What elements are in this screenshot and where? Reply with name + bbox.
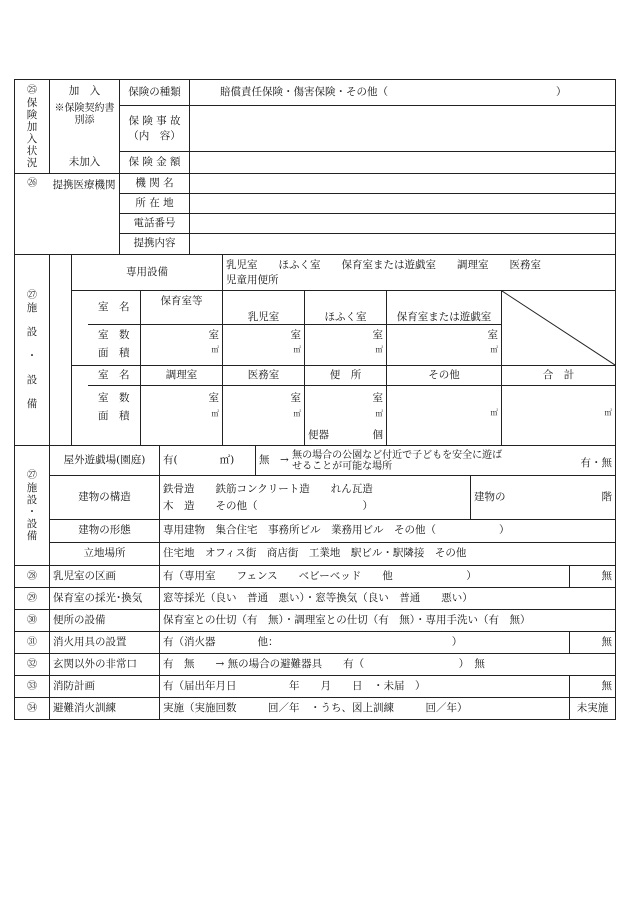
- rooms1-count-area-label: 室 数 面 積: [88, 325, 141, 366]
- row-30-value[interactable]: 保育室との仕切（有 無）・調理室との仕切（有 無）・専用手洗い（有 無）: [160, 610, 616, 632]
- dedicated-value[interactable]: 乳児室 ほふく室 保育室または遊戯室 調理室 医務室 児童用便所: [223, 255, 616, 291]
- row-34-end[interactable]: 未実施: [570, 698, 616, 720]
- row-31-end[interactable]: 無: [570, 632, 616, 654]
- rooms1-name-label: 室 名: [88, 291, 141, 325]
- room-nyujishitsu: 乳児室: [223, 291, 305, 325]
- medical-name-label: 機 関 名: [120, 174, 190, 194]
- rooms2-name-label: 室 名: [88, 366, 141, 386]
- medical-address-label: 所 在 地: [120, 194, 190, 214]
- row-29-value[interactable]: 窓等採光（良い 普通 悪い）・窓等換気（良い 普通 悪い）: [160, 588, 616, 610]
- location-label: 立地場所: [50, 543, 160, 566]
- rooms2-value-total[interactable]: ㎡: [502, 386, 616, 446]
- building-section: [14, 445, 616, 566]
- medical-section: [14, 173, 616, 255]
- structure-label: 建物の構造: [50, 476, 160, 520]
- rooms1-value-1[interactable]: 室 ㎡: [223, 325, 305, 366]
- checklist-section: [14, 565, 616, 720]
- insurance-not-enrolled: 未加入: [50, 152, 120, 174]
- row-34-value[interactable]: 実施（実施回数 回／年 ・うち、図上訓練 回／年）: [160, 698, 570, 720]
- row-34: ㉞ 避難消火訓練 実施（実施回数 回／年 ・うち、図上訓練 回／年） 未実施: [15, 698, 616, 720]
- row-33-label: 消防計画: [50, 676, 160, 698]
- insurance-title: ㉕ 保 険 加 入 状 況: [15, 80, 50, 174]
- insurance-amount-label: 保 険 金 額: [120, 152, 190, 174]
- rooms1-value-0[interactable]: 室 ㎡: [141, 325, 223, 366]
- row-33-value[interactable]: 有（届出年月日 年 月 日 ・未届 ）: [160, 676, 570, 698]
- form-label: 建物の形態: [50, 520, 160, 543]
- structure-value[interactable]: 鉄骨造 鉄筋コンクリート造 れん瓦造 木 造 その他（ ）: [160, 476, 471, 520]
- medical-title: 提携医療機関: [50, 174, 120, 255]
- row-29-label: 保育室の採光･換気: [50, 588, 160, 610]
- playground-none[interactable]: 無 → 無の場合の公園など付近で子どもを安全に遊ば せることが可能な場所 有・無: [256, 446, 616, 476]
- row-34-label: 避難消火訓練: [50, 698, 160, 720]
- row-30: ㉚ 便所の設備 保育室との仕切（有 無）・調理室との仕切（有 無）・専用手洗い（有 無）: [15, 610, 616, 632]
- building-title: ㉗ 施 設 ・ 設 備: [15, 446, 50, 566]
- row-32-label: 玄関以外の非常口: [50, 654, 160, 676]
- room-gokei: 合 計: [502, 366, 616, 386]
- rooms2-value-toilet[interactable]: 室 ㎡ 便器 個: [305, 386, 387, 446]
- playground-have[interactable]: 有( ㎡): [160, 446, 256, 476]
- facility-title: ㉗ 施 設 ・ 設 備: [15, 255, 50, 446]
- facility-form: [14, 79, 616, 720]
- playground-label: 屋外遊戯場(園庭): [50, 446, 160, 476]
- rooms2-value-0[interactable]: 室 ㎡: [141, 386, 223, 446]
- medical-name-value[interactable]: [190, 174, 616, 194]
- row-33-end[interactable]: 無: [570, 676, 616, 698]
- medical-address-value[interactable]: [190, 194, 616, 214]
- row-31-label: 消火用具の設置: [50, 632, 160, 654]
- row-32-value[interactable]: 有 無 → 無の場合の避難器具 有（ ） 無: [160, 654, 616, 676]
- rooms1-diagonal: [502, 291, 616, 366]
- medical-content-label: 提携内容: [120, 234, 190, 255]
- row-30-label: 便所の設備: [50, 610, 160, 632]
- row-28-value[interactable]: 有（専用室 フェンス ベビーベッド 他 ）: [160, 566, 570, 588]
- insurance-type-value[interactable]: 賠償責任保険・傷害保険・その他（ ）: [190, 80, 616, 106]
- medical-phone-value[interactable]: [190, 214, 616, 234]
- room-hoikushitsu-yugishitsu: 保育室または遊戯室: [387, 291, 502, 325]
- rooms2-spacer: [72, 366, 88, 446]
- rooms2-value-other[interactable]: ㎡: [387, 386, 502, 446]
- row-28-label: 乳児室の区画: [50, 566, 160, 588]
- location-value[interactable]: 住宅地 オフィス街 商店街 工業地 駅ビル・駅隣接 その他: [160, 543, 616, 566]
- insurance-accident-label: 保 険 事 故 （内 容）: [120, 106, 190, 152]
- medical-content-value[interactable]: [190, 234, 616, 255]
- rooms2-value-1[interactable]: 室 ㎡: [223, 386, 305, 446]
- insurance-amount-value[interactable]: [190, 152, 616, 174]
- floors-value[interactable]: 建物の 階: [471, 476, 616, 520]
- facility-rooms-section: [14, 254, 616, 446]
- medical-phone-label: 電話番号: [120, 214, 190, 234]
- row-31-value[interactable]: 有（消火器 他： ）: [160, 632, 570, 654]
- row-31: ㉛ 消火用具の設置 有（消火器 他： ） 無: [15, 632, 616, 654]
- rooms1-spacer: [72, 291, 88, 366]
- row-33: ㉝ 消防計画 有（届出年月日 年 月 日 ・未届 ） 無: [15, 676, 616, 698]
- room-benjo: 便 所: [305, 366, 387, 386]
- row-29: ㉙ 保育室の採光･換気 窓等採光（良い 普通 悪い）・窓等換気（良い 普通 悪い）: [15, 588, 616, 610]
- room-chorishitsu: 調理室: [141, 366, 223, 386]
- row-32: ㉜ 玄関以外の非常口 有 無 → 無の場合の避難器具 有（ ） 無: [15, 654, 616, 676]
- insurance-accident-value[interactable]: [190, 106, 616, 152]
- form-value[interactable]: 専用建物 集合住宅 事務所ビル 業務用ビル その他（ ）: [160, 520, 616, 543]
- room-hoikushitsu-tou: 保育室等: [141, 291, 223, 325]
- facility-spacer: [50, 255, 72, 446]
- room-hofukushitsu: ほふく室: [305, 291, 387, 325]
- room-imushitsu: 医務室: [223, 366, 305, 386]
- rooms2-count-area-label: 室 数 面 積: [88, 386, 141, 446]
- insurance-section: [14, 79, 616, 174]
- rooms1-value-3[interactable]: 室 ㎡: [387, 325, 502, 366]
- medical-num: ㉖: [15, 174, 50, 255]
- rooms1-value-2[interactable]: 室 ㎡: [305, 325, 387, 366]
- insurance-enrolled: 加 入 ※保険契約書 別添: [50, 80, 120, 152]
- row-28: ㉘ 乳児室の区画 有（専用室 フェンス ベビーベッド 他 ） 無: [15, 566, 616, 588]
- dedicated-label: 専用設備: [72, 255, 223, 291]
- insurance-type-label: 保険の種類: [120, 80, 190, 106]
- row-28-end[interactable]: 無: [570, 566, 616, 588]
- room-sonota: その他: [387, 366, 502, 386]
